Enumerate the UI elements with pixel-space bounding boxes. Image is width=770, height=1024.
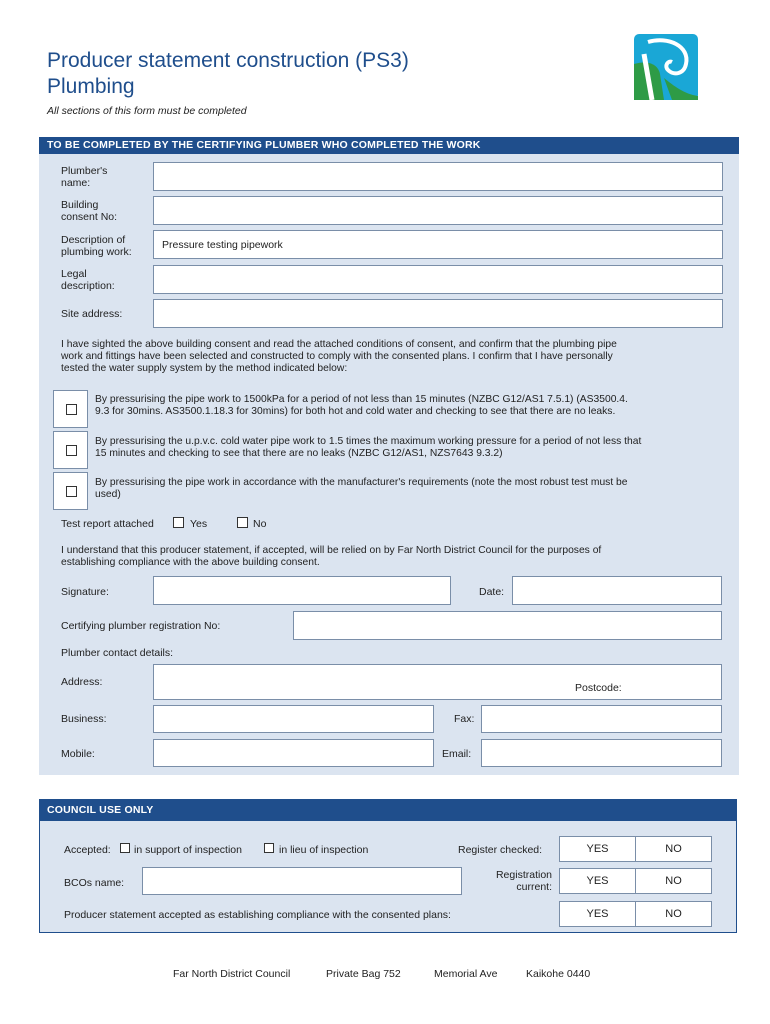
option-1-line-2: 9.3 for 30mins. AS3500.1.18.3 for 30mins) for both hot and cold water and checking to see that there are no leaks.: [95, 406, 616, 417]
plumber-name-field[interactable]: [153, 162, 723, 191]
fax-field[interactable]: [481, 705, 722, 733]
registration-current-no[interactable]: NO: [635, 868, 712, 894]
understanding-text: [61, 545, 716, 569]
building-consent-label: [61, 199, 117, 223]
plumber-name-label-line-2: name:: [61, 177, 91, 189]
option-checkbox-3[interactable]: [66, 486, 77, 497]
description-label-line-2: plumbing work:: [61, 246, 132, 258]
signature-label: Signature:: [61, 586, 109, 598]
option-text-2: [95, 436, 720, 460]
page-title: [47, 48, 409, 100]
signature-field[interactable]: [153, 576, 451, 605]
option-2-line-2: 15 minutes and checking to see that there are no leaks (NZBC G12/AS1, NZS7643 9.3.2): [95, 448, 503, 459]
date-label: Date:: [479, 586, 505, 598]
lieu-inspection-label: in lieu of inspection: [279, 844, 369, 856]
footer-town: Kaikohe 0440: [526, 968, 591, 980]
building-consent-field[interactable]: [153, 196, 723, 225]
accepted-statement-no[interactable]: NO: [635, 901, 712, 927]
support-inspection-checkbox[interactable]: [120, 843, 130, 853]
title-line-2: Plumbing: [47, 75, 135, 98]
page-subtitle: All sections of this form must be completed: [47, 105, 247, 117]
registration-current-line-1: Registration: [495, 869, 552, 881]
registration-label: Certifying plumber registration No:: [61, 620, 221, 632]
plumber-name-label-line-1: Plumber's: [61, 165, 108, 177]
registration-current-label: [468, 869, 552, 893]
legal-description-label: [61, 268, 115, 292]
lieu-inspection-checkbox[interactable]: [264, 843, 274, 853]
test-report-yes-checkbox[interactable]: [173, 517, 184, 528]
understanding-line-2: establishing compliance with the above building consent.: [61, 557, 320, 568]
register-checked-yes[interactable]: YES: [559, 836, 636, 862]
footer-postal-address: Private Bag 752: [326, 968, 401, 980]
postcode-label: Postcode:: [575, 682, 622, 694]
test-report-yes-label: Yes: [190, 518, 208, 530]
registration-field[interactable]: [293, 611, 722, 640]
title-line-1: Producer statement construction (PS3): [47, 49, 409, 72]
declaration-line-2: work and fittings have been selected and constructed to comply with the consented plans. I confirm that I have personally: [61, 351, 613, 362]
site-address-field[interactable]: [153, 299, 723, 328]
business-phone-field[interactable]: [153, 705, 434, 733]
fax-label: Fax:: [454, 713, 475, 725]
site-address-label: Site address:: [61, 308, 123, 320]
option-1-line-1: By pressurising the pipe work to 1500kPa for a period of not less than 15 minutes (NZBC G12/AS1 7.5.1) (AS3500.4.: [95, 394, 628, 405]
contact-details-label: Plumber contact details:: [61, 647, 174, 659]
option-checkbox-frame-3: [53, 472, 88, 510]
bcos-name-field[interactable]: [142, 867, 462, 895]
plumber-name-label: [61, 165, 107, 189]
legal-description-field[interactable]: [153, 265, 723, 294]
option-text-1: [95, 394, 720, 418]
register-checked-label: Register checked:: [458, 844, 543, 856]
plumber-section-heading-text: TO BE COMPLETED BY THE CERTIFYING PLUMBER WHO COMPLETED THE WORK: [47, 139, 481, 151]
accepted-statement-yes[interactable]: YES: [559, 901, 636, 927]
accepted-label: Accepted:: [64, 844, 111, 856]
accepted-statement-label: Producer statement accepted as establishing compliance with the consented plans:: [64, 909, 451, 921]
understanding-line-1: I understand that this producer statement, if accepted, will be relied on by Far North District Council for the purposes of: [61, 545, 602, 556]
test-report-no-checkbox[interactable]: [237, 517, 248, 528]
registration-current-line-2: current:: [516, 881, 552, 893]
email-field[interactable]: [481, 739, 722, 767]
option-text-3: [95, 477, 720, 501]
date-field[interactable]: [512, 576, 722, 605]
registration-current-yes[interactable]: YES: [559, 868, 636, 894]
option-3-line-2: used): [95, 489, 121, 500]
building-consent-label-line-2: consent No:: [61, 211, 118, 223]
description-label-line-1: Description of: [61, 234, 126, 246]
option-3-line-1: By pressurising the pipe work in accordance with the manufacturer's requirements (note the most robust test must be: [95, 477, 628, 488]
mobile-field[interactable]: [153, 739, 434, 767]
legal-description-label-line-1: Legal: [61, 268, 87, 280]
declaration-line-3: tested the water supply system by the method indicated below:: [61, 363, 348, 374]
business-label: Business:: [61, 713, 107, 725]
description-label: [61, 234, 132, 258]
email-label: Email:: [442, 748, 472, 760]
test-report-label: Test report attached: [61, 518, 154, 530]
description-field[interactable]: Pressure testing pipework: [153, 230, 723, 259]
support-inspection-label: in support of inspection: [134, 844, 242, 856]
option-checkbox-frame-1: [53, 390, 88, 428]
address-field[interactable]: [153, 664, 722, 700]
plumber-section-heading: [39, 137, 739, 154]
footer-street: Memorial Ave: [434, 968, 498, 980]
test-report-no-label: No: [253, 518, 267, 530]
mobile-label: Mobile:: [61, 748, 95, 760]
declaration-text: [61, 339, 716, 375]
council-logo-icon: [634, 34, 698, 100]
option-checkbox-1[interactable]: [66, 404, 77, 415]
bcos-name-label: BCOs name:: [64, 877, 125, 889]
option-checkbox-2[interactable]: [66, 445, 77, 456]
option-checkbox-frame-2: [53, 431, 88, 469]
footer-council-name: Far North District Council: [173, 968, 291, 980]
register-checked-no[interactable]: NO: [635, 836, 712, 862]
council-section-heading: [39, 799, 737, 821]
option-2-line-1: By pressurising the u.p.v.c. cold water pipe work to 1.5 times the maximum working pressure for a period of not less that: [95, 436, 642, 447]
building-consent-label-line-1: Building: [61, 199, 99, 211]
legal-description-label-line-2: description:: [61, 280, 115, 292]
council-section-heading-text: COUNCIL USE ONLY: [47, 804, 154, 816]
declaration-line-1: I have sighted the above building consent and read the attached conditions of consent, and confirm that the plumbing pipe: [61, 339, 617, 350]
address-label: Address:: [61, 676, 103, 688]
